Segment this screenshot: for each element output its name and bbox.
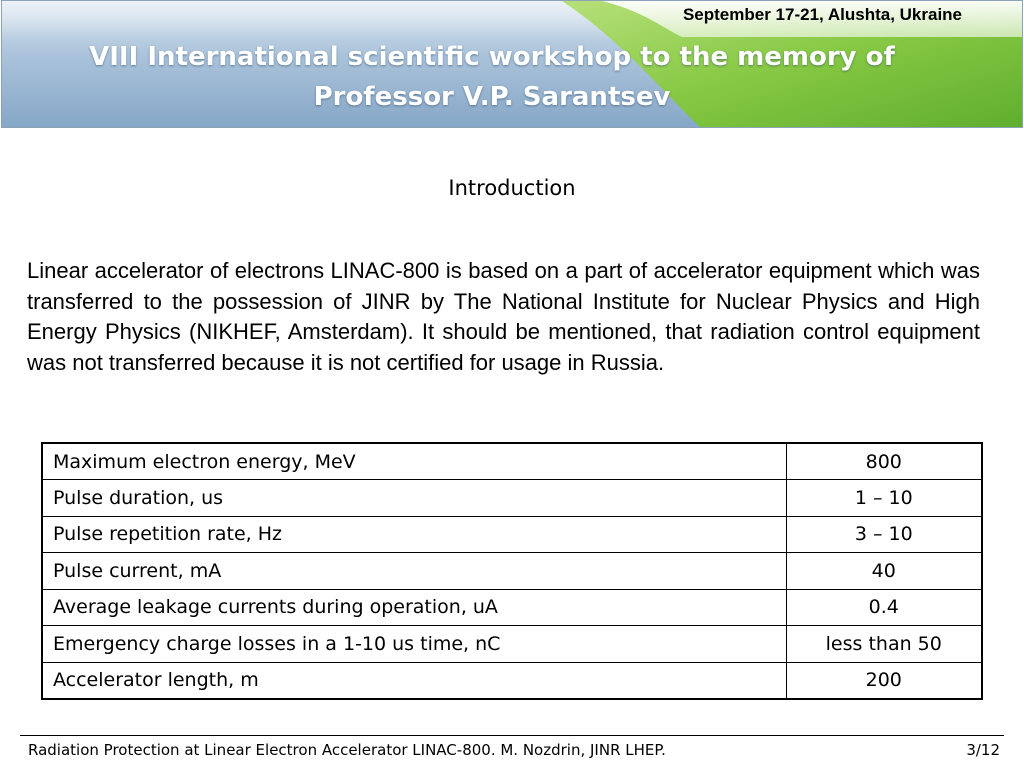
header-banner bbox=[1, 0, 1023, 128]
table-row bbox=[42, 626, 982, 663]
event-dateline: September 17-21, Alushta, Ukraine bbox=[682, 5, 962, 24]
parameter-name: Pulse current, mA bbox=[42, 553, 786, 590]
table-row bbox=[42, 516, 982, 553]
parameter-value: 200 bbox=[786, 662, 982, 699]
parameter-name: Emergency charge losses in a 1-10 us time, nC bbox=[42, 626, 786, 663]
parameter-value: 0.4 bbox=[786, 589, 982, 626]
workshop-title-line-1: VIII International scientific workshop to the memory of bbox=[89, 42, 895, 72]
workshop-title bbox=[2, 37, 982, 117]
table-row bbox=[42, 480, 982, 517]
table-row bbox=[42, 443, 982, 480]
footer-caption: Radiation Protection at Linear Electron Accelerator LINAC-800. M. Nozdrin, JINR LHEP. bbox=[28, 741, 666, 759]
slide-heading: Introduction bbox=[448, 176, 576, 200]
parameter-name: Pulse duration, us bbox=[42, 480, 786, 517]
footer-divider bbox=[20, 735, 1004, 736]
intro-paragraph: Linear accelerator of electrons LINAC-800 is based on a part of accelerator equipment which was transferred to the possession of JINR by The National Institute for Nuclear Physics and High Energy Physics (NIKHEF, Amsterdam). It should be mentioned, that radiation control equipment was not transferred because it is not certified for usage in Russia. bbox=[27, 258, 980, 375]
workshop-title-line-2: Professor V.P. Sarantsev bbox=[313, 82, 671, 112]
table-row bbox=[42, 662, 982, 699]
parameter-name: Average leakage currents during operation, uA bbox=[42, 589, 786, 626]
table-row bbox=[42, 553, 982, 590]
parameter-value: 3 – 10 bbox=[786, 516, 982, 553]
parameter-value: 40 bbox=[786, 553, 982, 590]
parameter-value: less than 50 bbox=[786, 626, 982, 663]
page-number: 3/12 bbox=[966, 741, 1000, 759]
parameter-name: Pulse repetition rate, Hz bbox=[42, 516, 786, 553]
table-row bbox=[42, 589, 982, 626]
parameters-table bbox=[41, 442, 983, 700]
parameter-name: Accelerator length, m bbox=[42, 662, 786, 699]
parameter-name: Maximum electron energy, MeV bbox=[42, 443, 786, 480]
parameter-value: 1 – 10 bbox=[786, 480, 982, 517]
parameter-value: 800 bbox=[786, 443, 982, 480]
